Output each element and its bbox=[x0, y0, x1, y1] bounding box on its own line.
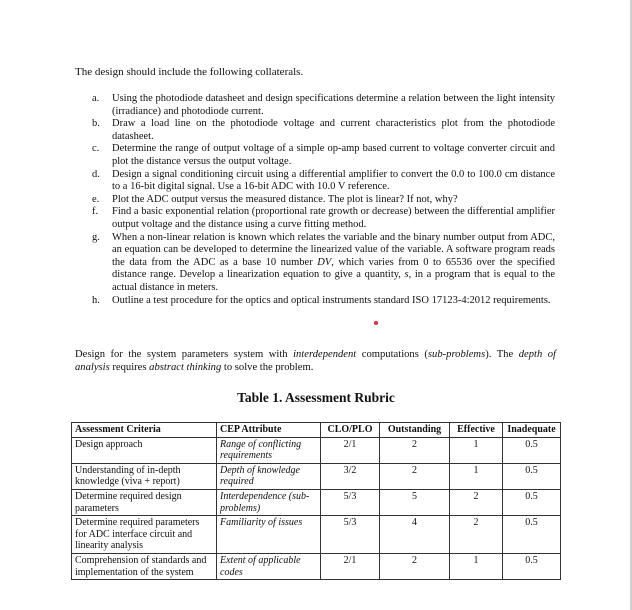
list-item bbox=[92, 93, 555, 118]
table-row bbox=[72, 516, 561, 554]
list-marker: a. bbox=[92, 93, 100, 104]
cell-effective: 2 bbox=[450, 516, 503, 554]
header-inadequate: Inadequate bbox=[503, 423, 561, 438]
table-row bbox=[72, 463, 561, 489]
cell-inadequate: 0.5 bbox=[503, 516, 561, 554]
cell-inadequate: 0.5 bbox=[503, 463, 561, 489]
cell-cep-attribute: Interdependence (sub-problems) bbox=[217, 489, 321, 515]
list-marker: f. bbox=[92, 206, 99, 218]
list-item bbox=[92, 118, 555, 143]
cell-outstanding: 5 bbox=[380, 489, 450, 515]
list-item-text: Using the photodiode datasheet and design specifications determine a relation between the light intensity (irradiance) and photodiode current. bbox=[112, 93, 555, 117]
list-item bbox=[92, 232, 555, 295]
list-item bbox=[92, 169, 555, 194]
cell-effective: 1 bbox=[450, 463, 503, 489]
table-header-row bbox=[72, 423, 561, 438]
design-paragraph: Design for the system parameters system with interdependent computations (sub-problems). The depth of analysis requires abstract thinking to solve the problem. bbox=[75, 349, 556, 373]
cell-cep-attribute: Range of conflicting requirements bbox=[217, 437, 321, 463]
list-marker: h. bbox=[92, 294, 100, 306]
list-item-text: Draw a load line on the photodiode voltage and current characteristics plot from the photodiode datasheet. bbox=[112, 118, 555, 142]
list-item bbox=[92, 143, 555, 168]
list-item bbox=[92, 194, 555, 207]
table-caption: Table 1. Assessment Rubric bbox=[237, 390, 395, 405]
cell-effective: 1 bbox=[450, 437, 503, 463]
header-effective: Effective bbox=[450, 423, 503, 438]
cell-outstanding: 2 bbox=[380, 437, 450, 463]
cell-criteria: Comprehension of standards and implementation of the system bbox=[72, 553, 217, 579]
cell-cep-attribute: Extent of applicable codes bbox=[217, 553, 321, 579]
cell-criteria: Determine required design parameters bbox=[72, 489, 217, 515]
cell-cep-attribute: Familiarity of issues bbox=[217, 516, 321, 554]
list-item bbox=[92, 295, 555, 308]
list-item-text: Determine the range of output voltage of a simple op-amp based current to voltage converter circuit and plot the distance versus the output voltage. bbox=[112, 143, 555, 167]
header-clo-plo: CLO/PLO bbox=[321, 423, 380, 438]
list-item-text: Outline a test procedure for the optics and optical instruments standard ISO 17123-4:2012 requirements. bbox=[112, 294, 551, 306]
header-assessment-criteria: Assessment Criteria bbox=[72, 423, 217, 438]
list-marker: d. bbox=[92, 168, 100, 180]
cell-criteria: Design approach bbox=[72, 437, 217, 463]
cell-clo-plo: 2/1 bbox=[321, 553, 380, 579]
cell-clo-plo: 5/3 bbox=[321, 516, 380, 554]
cell-criteria: Determine required parameters for ADC interface circuit and linearity analysis bbox=[72, 516, 217, 554]
cell-outstanding: 2 bbox=[380, 553, 450, 579]
cell-clo-plo: 3/2 bbox=[321, 463, 380, 489]
cell-outstanding: 2 bbox=[380, 463, 450, 489]
cell-outstanding: 4 bbox=[380, 516, 450, 554]
list-item-text: Plot the ADC output versus the measured distance. The plot is linear? If not, why? bbox=[112, 193, 458, 205]
cell-criteria: Understanding of in-depth knowledge (viva + report) bbox=[72, 463, 217, 489]
list-marker: g. bbox=[92, 231, 100, 243]
assessment-rubric-table bbox=[71, 422, 561, 580]
table-row bbox=[72, 489, 561, 515]
cell-inadequate: 0.5 bbox=[503, 489, 561, 515]
red-dot-mark bbox=[374, 321, 378, 325]
table-row bbox=[72, 437, 561, 463]
list-marker: b. bbox=[92, 118, 100, 130]
cell-effective: 2 bbox=[450, 489, 503, 515]
collaterals-list bbox=[92, 93, 555, 307]
list-item-text: Design a signal conditioning circuit using a differential amplifier to convert the 0.0 to 100.0 cm distance to a 16-bit digital signal. Use a 16-bit ADC with 10.0 V reference. bbox=[112, 168, 555, 193]
list-item-text: When a non-linear relation is known which relates the variable and the binary number output from ADC, an equation can be developed to determine the linearized value of the variable. A software program reads the data from the ADC as a base 10 number DV, which varies from 0 to 65536 over the specified distance range. Develop a linearization equation to give a quantity, s, in a program that is equal to the actual distance in meters. bbox=[112, 231, 555, 293]
cell-cep-attribute: Depth of knowledge required bbox=[217, 463, 321, 489]
intro-text: The design should include the following collaterals. bbox=[75, 66, 304, 78]
list-marker: e. bbox=[92, 193, 100, 205]
cell-clo-plo: 2/1 bbox=[321, 437, 380, 463]
header-cep-attribute: CEP Attribute bbox=[217, 423, 321, 438]
cell-inadequate: 0.5 bbox=[503, 553, 561, 579]
cell-effective: 1 bbox=[450, 553, 503, 579]
list-item bbox=[92, 206, 555, 231]
header-outstanding: Outstanding bbox=[380, 423, 450, 438]
list-marker: c. bbox=[92, 143, 100, 155]
list-item-text: Find a basic exponential relation (proportional rate growth or decrease) between the differential amplifier output voltage and the distance using a curve fitting method. bbox=[112, 206, 555, 230]
cell-inadequate: 0.5 bbox=[503, 437, 561, 463]
table-row bbox=[72, 553, 561, 579]
cell-clo-plo: 5/3 bbox=[321, 489, 380, 515]
